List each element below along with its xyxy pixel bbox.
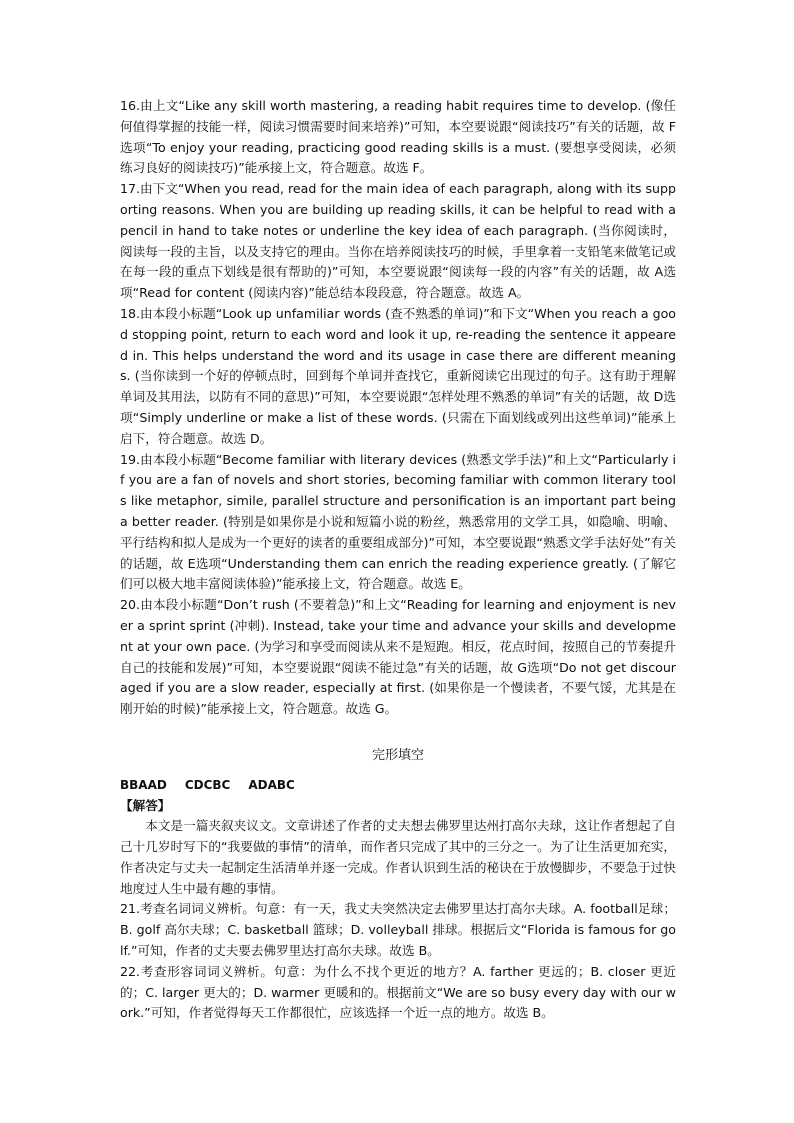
answer-group-1: BBAAD [120,777,167,792]
document-body [120,96,676,1024]
explanation-22: 22.考查形容词词义辨析。句意：为什么不找个更近的地方？A. farther 更远的；B. closer 更近的；C. larger 更大的；D. warmer 更暖和的。根据前文“We are so busy every day with our work.”可知，作者觉得每天工作都很忙，应该选择一个近一点的地方。故选 B。 [120,963,676,1021]
explanation-19: 19.由本段小标题“Become familiar with literary devices (熟悉文学手法)”和上文“Particularly if you are a fan of novels and short stories, becoming familiar with common literary tools like metaphor, simile, parallel structure and personification is an important part being a better reader. (特别是如果你是小说和短篇小说的粉丝，熟悉常用的文学工具，如隐喻、明喻、平行结构和拟人是成为一个更好的读者的重要组成部分)”可知，本空要说跟“熟悉文学手法好处”有关的话题，故 E选项“Understanding them can enrich the reading experience greatly. (了解它们可以极大地丰富阅读体验)”能承接上文，符合题意。故选 E。 [120,451,676,592]
explanation-17: 17.由下文“When you read, read for the main idea of each paragraph, along with its supporting reasons. When you are building up reading skills, it can be helpful to read with a pencil in hand to take notes or underline the key idea of each paragraph. (当你阅读时，阅读每一段的主旨，以及支持它的理由。当你在培养阅读技巧的时候，手里拿着一支铅笔来做笔记或在每一段的重点下划线是很有帮助的)”可知，本空要说跟“阅读每一段的内容”有关的话题，故 A选项“Read for content (阅读内容)”能总结本段段意，符合题意。故选 A。 [120,181,676,301]
answer-group-3: ADABC [248,777,295,792]
passage-summary: 本文是一篇夹叙夹议文。文章讲述了作者的丈夫想去佛罗里达州打高尔夫球，这让作者想起了自己十几岁时写下的“我要做的事情”的清单，而作者只完成了其中的三分之一。为了让生活更加充实，作者决定与丈夫一起制定生活清单并逐一完成。作者认识到生活的秘诀在于放慢脚步，不要急于过快地度过人生中最有趣的事情。 [120,818,676,896]
explanation-20: 20.由本段小标题“Don’t rush (不要着急)”和上文“Reading for learning and enjoyment is never a sprint sprint (冲刺). Instead, take your time and advance your skills and development at your own pace. (为学习和享受而阅读从来不是短跑。相反，花点时间，按照自己的节奏提升自己的技能和发展)”可知，本空要说跟“阅读不能过急”有关的话题，故 G选项“Do not get discouraged if you are a slow reader, especially at first. (如果你是一个慢读者，不要气馁，尤其是在刚开始的时候)”能承接上文，符合题意。故选 G。 [120,597,676,717]
section-title-cloze: 完形填空 [371,747,424,763]
explanation-21: 21.考查名词词义辨析。句意：有一天，我丈夫突然决定去佛罗里达打高尔夫球。A. football足球；B. golf 高尔夫球；C. basketball 篮球；D. volleyball 排球。根据后文“Florida is famous for golf.”可知，作者的丈夫要去佛罗里达打高尔夫球。故选 B。 [120,901,676,959]
answer-group-2: CDCBC [184,777,231,792]
explanation-18: 18.由本段小标题“Look up unfamiliar words (查不熟悉的单词)”和下文“When you reach a good stopping point, return to each word and look it up, re-reading the sentence it appeared in. This helps understand the word and its usage in case there are different meanings. (当你读到一个好的停顿点时，回到每个单词并查找它，重新阅读它出现过的句子。这有助于理解单词及其用法，以防有不同的意思)”可知，本空要说跟“怎样处理不熟悉的单词”有关的话题，故 D选项“Simply underline or make a list of these words. (只需在下面划线或列出这些单词)”能承上启下，符合题意。故选 D。 [120,305,676,446]
explanation-16: 16.由上文“Like any skill worth mastering, a reading habit requires time to develop. (像任何值得掌握的技能一样，阅读习惯需要时间来培养)”可知，本空要说跟“阅读技巧”有关的话题，故 F选项“To enjoy your reading, practicing good reading skills is a must. (要想享受阅读，必须练习良好的阅读技巧)”能承接上文，符合题意。故选 F。 [120,98,676,176]
jieda-label: 【解答】 [120,797,171,813]
answer-key [120,775,676,796]
